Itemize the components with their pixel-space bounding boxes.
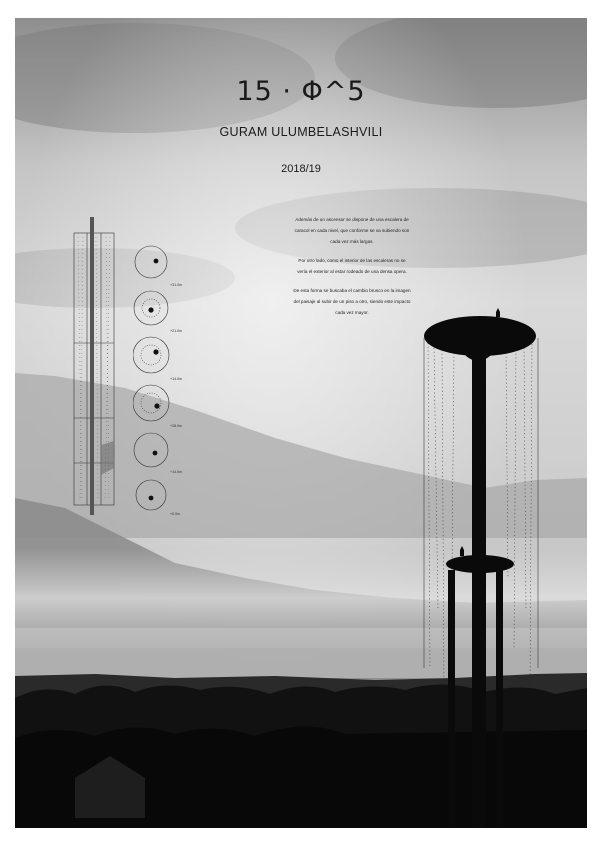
plan-level-label: +14.0m (170, 470, 183, 474)
plan-level-label: +31.0m (170, 283, 183, 287)
plan-level-label: +0.0m (170, 512, 181, 516)
plan-level-label: +14.0m (170, 377, 183, 381)
plan-level-label: +21.0m (170, 329, 183, 333)
poster-title: 15 · Φ^5 (236, 76, 366, 107)
description-block (293, 214, 411, 326)
poster (15, 18, 587, 828)
poster-year: 2018/19 (281, 163, 321, 175)
plans-drawing (133, 240, 193, 540)
description-paragraph: Además de un ascensor se dispone de una escalera de caracol en cada nivel, que conforme se va subiendo son cada vez más largas. (294, 217, 410, 244)
tower-silhouette (418, 308, 548, 828)
plan-level-label: +28.0m (170, 424, 183, 428)
description-paragraph: De esta forma se buscaba el cambio brusco en la imagen del paisaje al subir de un piso a otro, siendo este impacto cada vez mayor. (293, 288, 411, 315)
section-drawing (71, 213, 123, 518)
description-paragraph: Por otro lado, como el interior de las escaleras no se vería el exterior al estar rodeado de una densa opera. (297, 258, 407, 274)
author-name: GURAM ULUMBELASHVILI (219, 125, 383, 139)
